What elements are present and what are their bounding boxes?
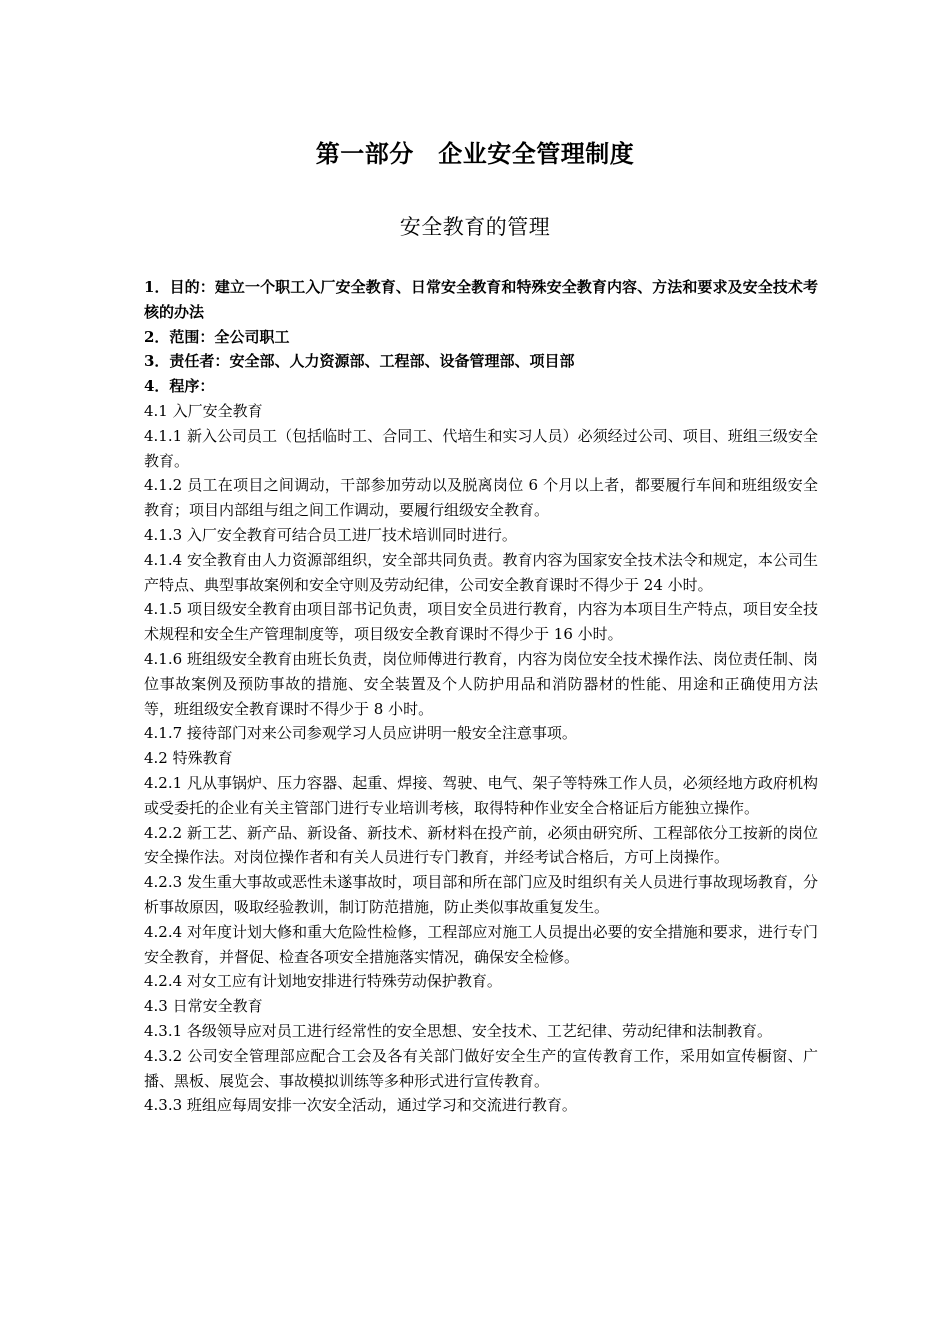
paragraph: 4.2.3 发生重大事故或恶性未遂事故时，项目部和所在部门应及时组织有关人员进行事故现场教育，分析事故原因，吸取经验教训，制订防范措施，防止类似事故重复发生。 (144, 873, 818, 916)
paragraph: 4.2.4 对女工应有计划地安排进行特殊劳动保护教育。 (144, 972, 502, 991)
paragraph: 4.3.2 公司安全管理部应配合工会及各有关部门做好安全生产的宣传教育工作，采用如宣传橱窗、广播、黑板、展览会、事故模拟训练等多种形式进行宣传教育。 (144, 1046, 818, 1090)
paragraph: 4.1.6 班组级安全教育由班长负责，岗位师傅进行教育，内容为岗位安全技术操作法、岗位责任制、岗位事故案例及预防事故的措施、安全装置及个人防护用品和消防器材的性能、用途和正确使用方法等，班组级安全教育课时不得少于 8 小时。 (144, 649, 818, 718)
paragraph: 4.1.3 入厂安全教育可结合员工进厂技术培训同时进行。 (144, 525, 517, 544)
paragraph: 4.2.2 新工艺、新产品、新设备、新技术、新材料在投产前，必须由研究所、工程部依分工按新的岗位安全操作法。对岗位操作者和有关人员进行专门教育，并经考试合格后，方可上岗操作。 (144, 823, 818, 867)
section-title: 安全教育的管理 (399, 215, 551, 239)
paragraph: 4.3.1 各级领导应对员工进行经常性的安全思想、安全技术、工艺纪律、劳动纪律和法制教育。 (144, 1021, 772, 1040)
paragraph: 1．目的：建立一个职工入厂安全教育、日常安全教育和特殊安全教育内容、方法和要求及安全技术考核的办法 (144, 278, 818, 321)
paragraph: 4.1.7 接待部门对来公司参观学习人员应讲明一般安全注意事项。 (144, 724, 577, 743)
paragraph: 4.3 日常安全教育 (144, 997, 263, 1016)
paragraph: 4.2 特殊教育 (144, 749, 233, 768)
paragraph: 4.1.4 安全教育由人力资源部组织，安全部共同负责。教育内容为国家安全技术法令和规定，本公司生产特点、典型事故案例和安全守则及劳动纪律，公司安全教育课时不得少于 24 小时。 (144, 550, 818, 594)
paragraph: 4.2.1 凡从事锅炉、压力容器、起重、焊接、驾驶、电气、架子等特殊工作人员，必须经地方政府机构或受委托的企业有关主管部门进行专业培训考核，取得特种作业安全合格证后方能独立操作。 (144, 773, 818, 817)
document-body (144, 275, 818, 1118)
paragraph: 4.2.4 对年度计划大修和重大危险性检修，工程部应对施工人员提出必要的安全措施和要求，进行专门安全教育，并督促、检查各项安全措施落实情况，确保安全检修。 (144, 922, 818, 966)
paragraph: 4.1.5 项目级安全教育由项目部书记负责，项目安全员进行教育，内容为本项目生产特点，项目安全技术规程和安全生产管理制度等，项目级安全教育课时不得少于 16 小时。 (144, 600, 818, 644)
paragraph: 2．范围：全公司职工 (144, 327, 290, 346)
paragraph: 4.1.2 员工在项目之间调动，干部参加劳动以及脱离岗位 6 个月以上者，都要履行车间和班组级安全教育；项目内部组与组之间工作调动，要履行组级安全教育。 (144, 476, 818, 520)
paragraph: 4.1 入厂安全教育 (144, 401, 263, 420)
paragraph: 4.3.3 班组应每周安排一次安全活动，通过学习和交流进行教育。 (144, 1096, 577, 1115)
page-title: 第一部分 企业安全管理制度 (315, 139, 635, 168)
paragraph: 3．责任者：安全部、人力资源部、工程部、设备管理部、项目部 (144, 352, 575, 371)
paragraph: 4.1.1 新入公司员工（包括临时工、合同工、代培生和实习人员）必须经过公司、项目、班组三级安全教育。 (144, 426, 818, 470)
paragraph: 4．程序： (144, 377, 215, 396)
